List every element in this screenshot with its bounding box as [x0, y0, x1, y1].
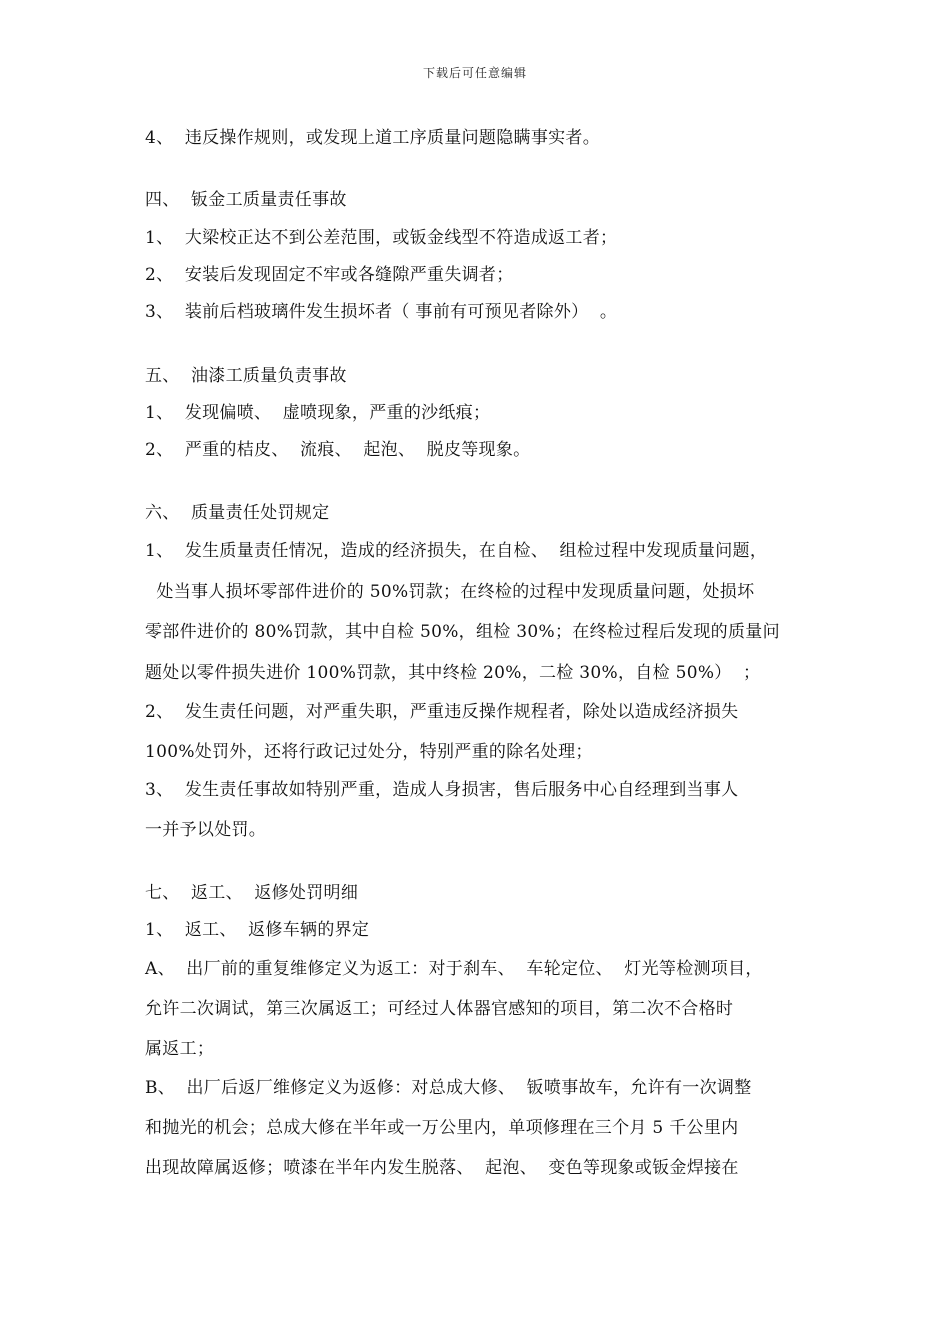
text-line: 零部件进价的 80%罚款，其中自检 50%，组检 30%；在终检过程后发现的质量问 — [145, 622, 780, 642]
text-line: 题处以零件损失进价 100%罚款，其中终检 20%，二检 30%，自检 50%） ； — [145, 663, 761, 683]
text-line: 1、 发现偏喷、 虚喷现象，严重的沙纸痕； — [145, 403, 491, 423]
text-line: 4、 违反操作规则，或发现上道工序质量问题隐瞒事实者。 — [145, 128, 601, 148]
text-line: 3、 发生责任事故如特别严重，造成人身损害，售后服务中心自经理到当事人 — [145, 780, 739, 800]
text-line: 2、 严重的桔皮、 流痕、 起泡、 脱皮等现象。 — [145, 440, 531, 460]
text-line: 属返工； — [145, 1039, 215, 1059]
text-line: 1、 大梁校正达不到公差范围，或钣金线型不符造成返工者； — [145, 228, 618, 248]
text-line: 2、 发生责任问题，对严重失职，严重违反操作规程者，除处以造成经济损失 — [145, 702, 739, 722]
text-line: 100%处罚外，还将行政记过处分，特别严重的除名处理； — [145, 742, 593, 762]
text-line: 一并予以处罚。 — [145, 820, 267, 840]
text-line: 和抛光的机会；总成大修在半年或一万公里内，单项修理在三个月 5 千公里内 — [145, 1118, 739, 1138]
text-line: 允许二次调试，第三次属返工；可经过人体器官感知的项目，第二次不合格时 — [145, 999, 734, 1019]
text-line: 出现故障属返修；喷漆在半年内发生脱落、 起泡、 变色等现象或钣金焊接在 — [145, 1158, 739, 1178]
section-heading: 四、 钣金工质量责任事故 — [145, 190, 347, 210]
section-heading: 六、 质量责任处罚规定 — [145, 503, 330, 523]
text-line: A、 出厂前的重复维修定义为返工：对于刹车、 车轮定位、 灯光等检测项目， — [145, 959, 763, 979]
text-line: 2、 安装后发现固定不牢或各缝隙严重失调者； — [145, 265, 514, 285]
section-heading: 五、 油漆工质量负责事故 — [145, 366, 347, 386]
section-heading: 七、 返工、 返修处罚明细 — [145, 883, 359, 903]
text-line: 1、 发生质量责任情况，造成的经济损失，在自检、 组检过程中发现质量问题， — [145, 541, 768, 561]
text-line: 1、 返工、 返修车辆的界定 — [145, 920, 370, 940]
text-line: 处当事人损坏零部件进价的 50%罚款；在终检的过程中发现质量问题，处损坏 — [145, 582, 755, 602]
text-line: 3、 装前后档玻璃件发生损坏者（ 事前有可预见者除外） 。 — [145, 302, 618, 322]
text-line: B、 出厂后返厂维修定义为返修：对总成大修、 钣喷事故车，允许有一次调整 — [145, 1078, 752, 1098]
page-header: 下载后可任意编辑 — [422, 66, 527, 80]
